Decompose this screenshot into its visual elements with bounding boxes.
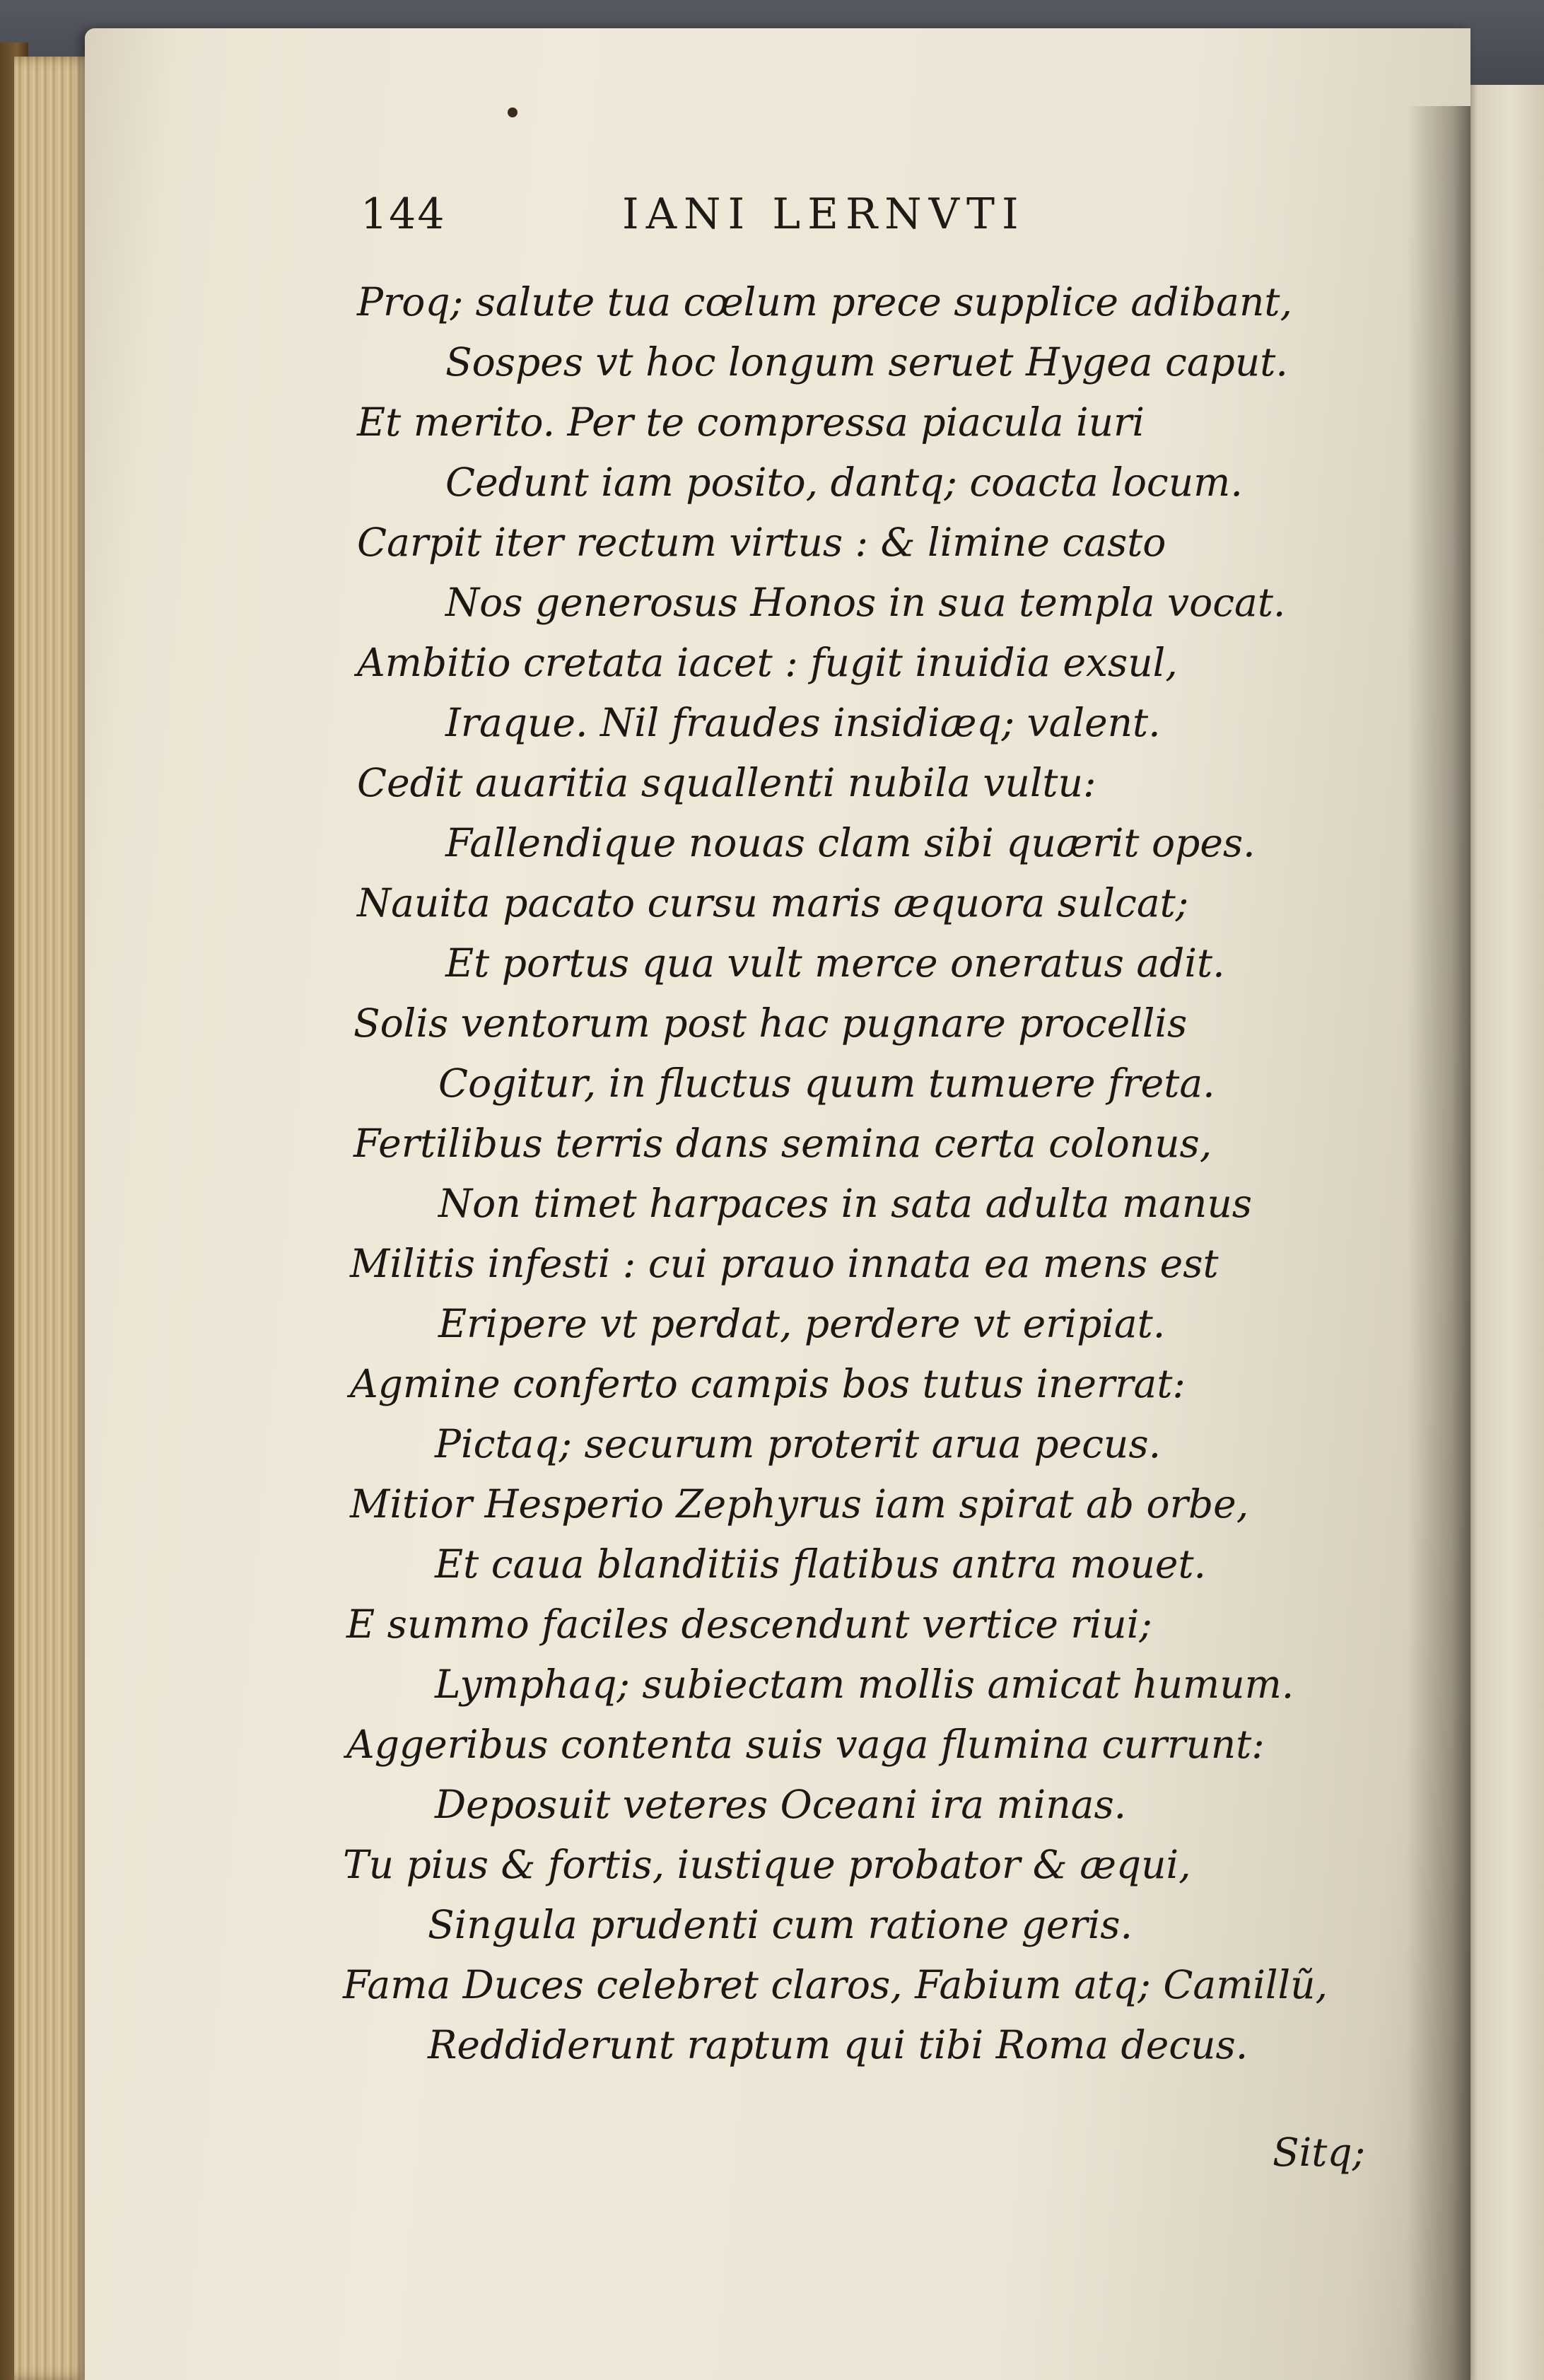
verse-line: Nos generosus Honos in sua templa vocat. bbox=[445, 580, 1286, 625]
verse-line: Iraque. Nil fraudes insidiæq; valent. bbox=[445, 700, 1161, 745]
verse-line: Et portus qua vult merce oneratus adit. bbox=[445, 940, 1225, 986]
verse-line: Deposuit veteres Oceani ira minas. bbox=[435, 1782, 1127, 1827]
verse-line: Non timet harpaces in sata adulta manus bbox=[438, 1181, 1252, 1226]
verse-line: Mitior Hesperio Zephyrus iam spirat ab orbe, bbox=[350, 1481, 1249, 1527]
verse-line: Cedunt iam posito, dantq; coacta locum. bbox=[445, 460, 1243, 505]
verse-line: Tu pius & fortis, iustique probator & æqui, bbox=[343, 1842, 1191, 1887]
page-number: 144 bbox=[361, 189, 446, 239]
verse-line: Militis infesti : cui prauo innata ea mens est bbox=[350, 1241, 1219, 1286]
verse-line: Sospes vt hoc longum seruet Hygea caput. bbox=[445, 339, 1288, 385]
catchword: Sitq; bbox=[1273, 2130, 1366, 2175]
verse-line: Fama Duces celebret claros, Fabium atq; Camillũ, bbox=[343, 1962, 1328, 2007]
verse-line: Eripere vt perdat, perdere vt eripiat. bbox=[438, 1301, 1166, 1346]
verse-line: Carpit iter rectum virtus : & limine casto bbox=[357, 520, 1166, 565]
running-head: IANI LERNVTI bbox=[622, 189, 1026, 239]
verse-line: Reddiderunt raptum qui tibi Roma decus. bbox=[428, 2022, 1248, 2067]
verse-line: Aggeribus contenta suis vaga flumina currunt: bbox=[346, 1722, 1265, 1767]
verse-line: Lymphaq; subiectam mollis amicat humum. bbox=[435, 1662, 1294, 1707]
verse-line: Pictaq; securum proterit arua pecus. bbox=[435, 1421, 1162, 1466]
verse-line: Solis ventorum post hac pugnare procellis bbox=[353, 1001, 1188, 1046]
verse-line: Et merito. Per te compressa piacula iuri bbox=[357, 399, 1145, 445]
verse-line: Fallendique nouas clam sibi quærit opes. bbox=[445, 820, 1256, 865]
verse-line: Ambitio cretata iacet : fugit inuidia exsul, bbox=[357, 640, 1178, 685]
verse-line: Et caua blanditiis flatibus antra mouet. bbox=[435, 1541, 1207, 1587]
verse-line: Nauita pacato cursu maris æquora sulcat; bbox=[357, 880, 1189, 926]
verse-line: Fertilibus terris dans semina certa colonus, bbox=[353, 1121, 1212, 1166]
verse-line: Cedit auaritia squallenti nubila vultu: bbox=[357, 760, 1096, 805]
verse-line: Cogitur, in fluctus quum tumuere freta. bbox=[438, 1061, 1215, 1106]
verse-line: Singula prudenti cum ratione geris. bbox=[428, 1902, 1133, 1947]
verse-line: Proq; salute tua cœlum prece supplice adibant, bbox=[357, 279, 1292, 325]
verse-line: E summo faciles descendunt vertice riui; bbox=[346, 1602, 1152, 1647]
verse-line: Agmine conferto campis bos tutus inerrat: bbox=[350, 1361, 1186, 1406]
